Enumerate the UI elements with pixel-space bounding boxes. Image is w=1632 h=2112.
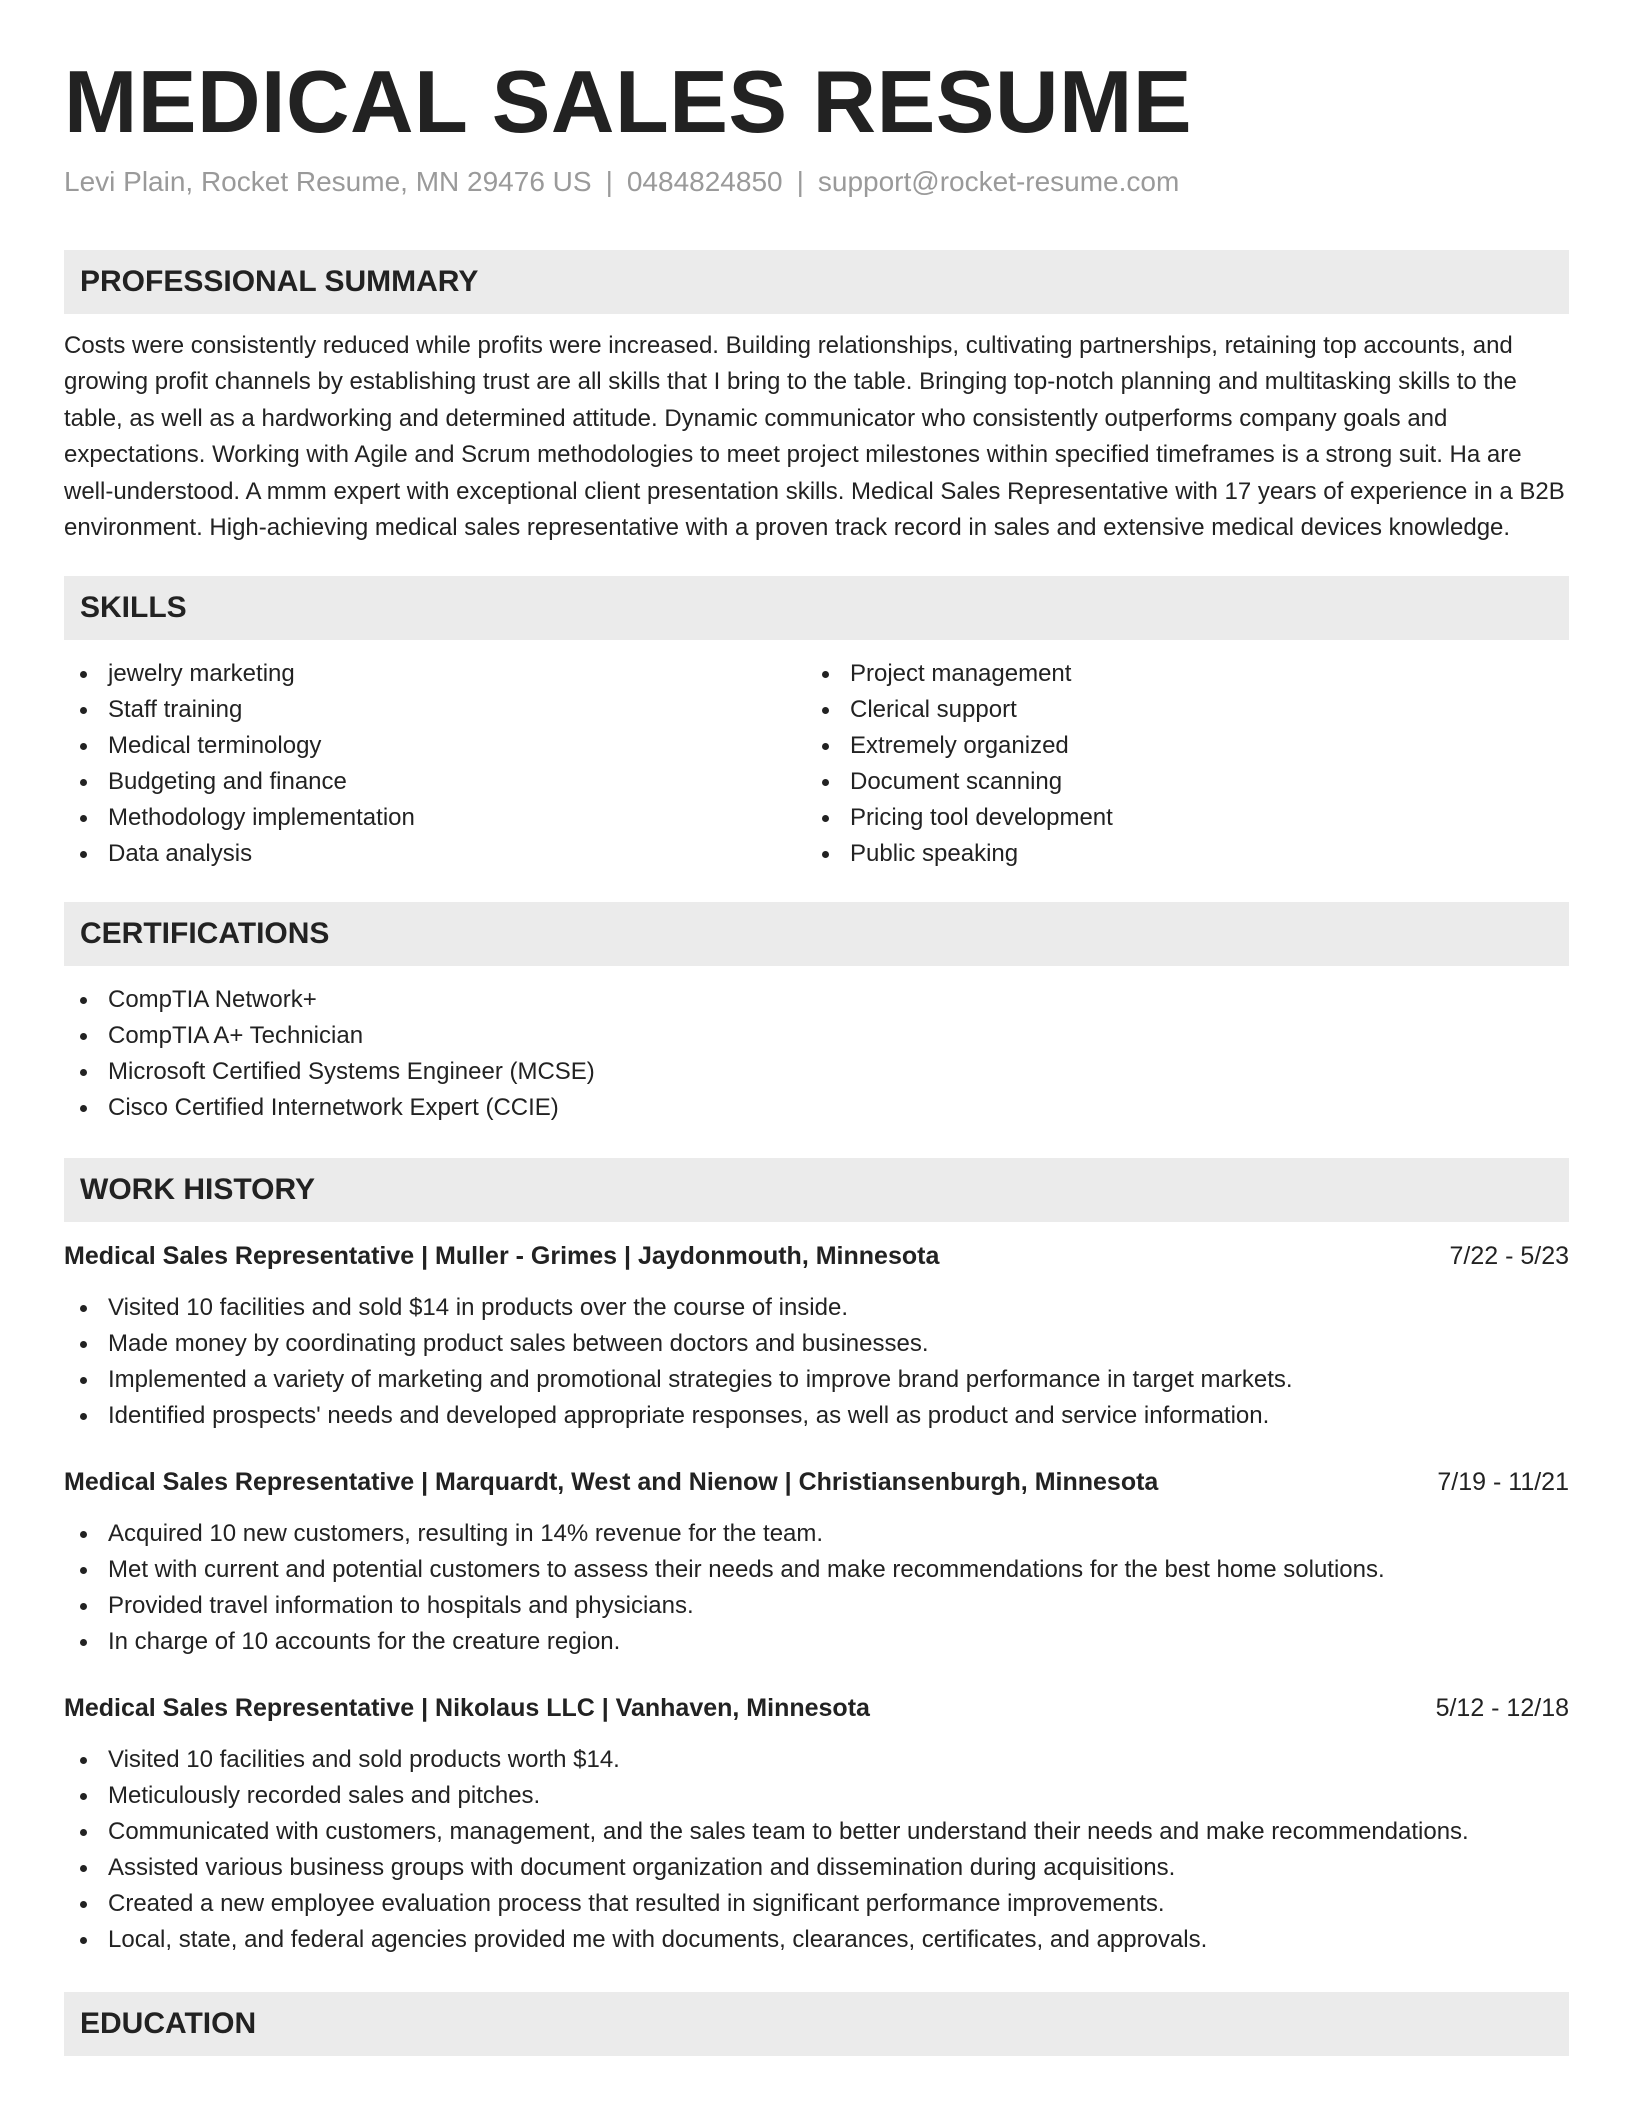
- skills-left-column: [64, 656, 806, 872]
- job-bullet: Created a new employee evaluation process that resulted in significant performance improvements.: [64, 1886, 1569, 1922]
- job-bullet: Implemented a variety of marketing and promotional strategies to improve brand performance in target markets.: [64, 1362, 1569, 1398]
- certification-item: CompTIA A+ Technician: [64, 1018, 1569, 1054]
- job-header: [64, 1690, 1569, 1726]
- job-entry: [64, 1238, 1569, 1434]
- skill-item: Extremely organized: [806, 728, 1548, 764]
- job-bullet: Communicated with customers, management, and the sales team to better understand their needs and make recommendations.: [64, 1814, 1569, 1850]
- contact-separator: |: [796, 166, 804, 197]
- job-bullet: Met with current and potential customers to assess their needs and make recommendations for the best home solutions.: [64, 1552, 1569, 1588]
- job-title: Medical Sales Representative | Nikolaus LLC | Vanhaven, Minnesota: [64, 1694, 870, 1723]
- job-bullet: Assisted various business groups with document organization and dissemination during acquisitions.: [64, 1850, 1569, 1886]
- resume-title: MEDICAL SALES RESUME: [64, 52, 1193, 151]
- job-bullet: Visited 10 facilities and sold products worth $14.: [64, 1742, 1569, 1778]
- skills-right-column: [806, 656, 1548, 872]
- job-dates: 7/22 - 5/23: [1449, 1242, 1569, 1271]
- job-bullet: Local, state, and federal agencies provided me with documents, clearances, certificates, and approvals.: [64, 1922, 1569, 1958]
- summary-section-header: PROFESSIONAL SUMMARY: [64, 250, 1569, 314]
- job-dates: 7/19 - 11/21: [1437, 1468, 1569, 1497]
- job-bullet: In charge of 10 accounts for the creature region.: [64, 1624, 1569, 1660]
- contact-email[interactable]: support@rocket-resume.com: [817, 166, 1180, 197]
- job-bullet: Identified prospects' needs and developed appropriate responses, as well as product and service information.: [64, 1398, 1569, 1434]
- skill-item: Clerical support: [806, 692, 1548, 728]
- job-bullet: Made money by coordinating product sales between doctors and businesses.: [64, 1326, 1569, 1362]
- job-entry: [64, 1690, 1569, 1958]
- job-entry: [64, 1464, 1569, 1660]
- skill-item: Pricing tool development: [806, 800, 1548, 836]
- skill-item: Project management: [806, 656, 1548, 692]
- job-bullet: Meticulously recorded sales and pitches.: [64, 1778, 1569, 1814]
- job-bullet: Visited 10 facilities and sold $14 in products over the course of inside.: [64, 1290, 1569, 1326]
- job-header: [64, 1464, 1569, 1500]
- summary-text: Costs were consistently reduced while profits were increased. Building relationships, cultivating partnerships, retaining top accounts, and growing profit channels by establishing trust are all skills that I bring to the table. Bringing top-notch planning and multitasking skills to the table, as well as a hardworking and determined attitude. Dynamic communicator who consistently outperforms company goals and expectations. Working with Agile and Scrum methodologies to meet project milestones within specified timeframes is a strong suit. Ha are well-understood. A mmm expert with exceptional client presentation skills. Medical Sales Representative with 17 years of experience in a B2B environment. High-achieving medical sales representative with a proven track record in sales and extensive medical devices knowledge.: [64, 332, 1565, 542]
- skill-item: jewelry marketing: [64, 656, 806, 692]
- contact-address: Levi Plain, Rocket Resume, MN 29476 US: [64, 166, 592, 197]
- job-title: Medical Sales Representative | Muller - Grimes | Jaydonmouth, Minnesota: [64, 1242, 940, 1271]
- skills-list: [64, 656, 1569, 872]
- resume-page: [64, 0, 1569, 2056]
- skill-item: Methodology implementation: [64, 800, 806, 836]
- contact-phone: 0484824850: [626, 166, 783, 197]
- certifications-list: [64, 982, 1569, 1126]
- job-header: [64, 1238, 1569, 1274]
- skill-item: Medical terminology: [64, 728, 806, 764]
- certifications-section-header: CERTIFICATIONS: [64, 902, 1569, 966]
- education-section-header: EDUCATION: [64, 1992, 1569, 2056]
- skills-section-header: SKILLS: [64, 576, 1569, 640]
- work-history-section-header: WORK HISTORY: [64, 1158, 1569, 1222]
- skill-item: Data analysis: [64, 836, 806, 872]
- skill-item: Staff training: [64, 692, 806, 728]
- contact-line: [64, 164, 1569, 200]
- job-bullets: [64, 1516, 1569, 1660]
- job-bullets: [64, 1290, 1569, 1434]
- job-title: Medical Sales Representative | Marquardt, West and Nienow | Christiansenburgh, Minnesota: [64, 1468, 1159, 1497]
- job-bullets: [64, 1742, 1569, 1958]
- job-bullet: Provided travel information to hospitals and physicians.: [64, 1588, 1569, 1624]
- certification-item: Cisco Certified Internetwork Expert (CCIE): [64, 1090, 1569, 1126]
- skill-item: Budgeting and finance: [64, 764, 806, 800]
- certification-item: Microsoft Certified Systems Engineer (MCSE): [64, 1054, 1569, 1090]
- contact-separator: |: [605, 166, 613, 197]
- certification-item: CompTIA Network+: [64, 982, 1569, 1018]
- skill-item: Public speaking: [806, 836, 1548, 872]
- skill-item: Document scanning: [806, 764, 1548, 800]
- job-dates: 5/12 - 12/18: [1435, 1694, 1569, 1723]
- job-bullet: Acquired 10 new customers, resulting in 14% revenue for the team.: [64, 1516, 1569, 1552]
